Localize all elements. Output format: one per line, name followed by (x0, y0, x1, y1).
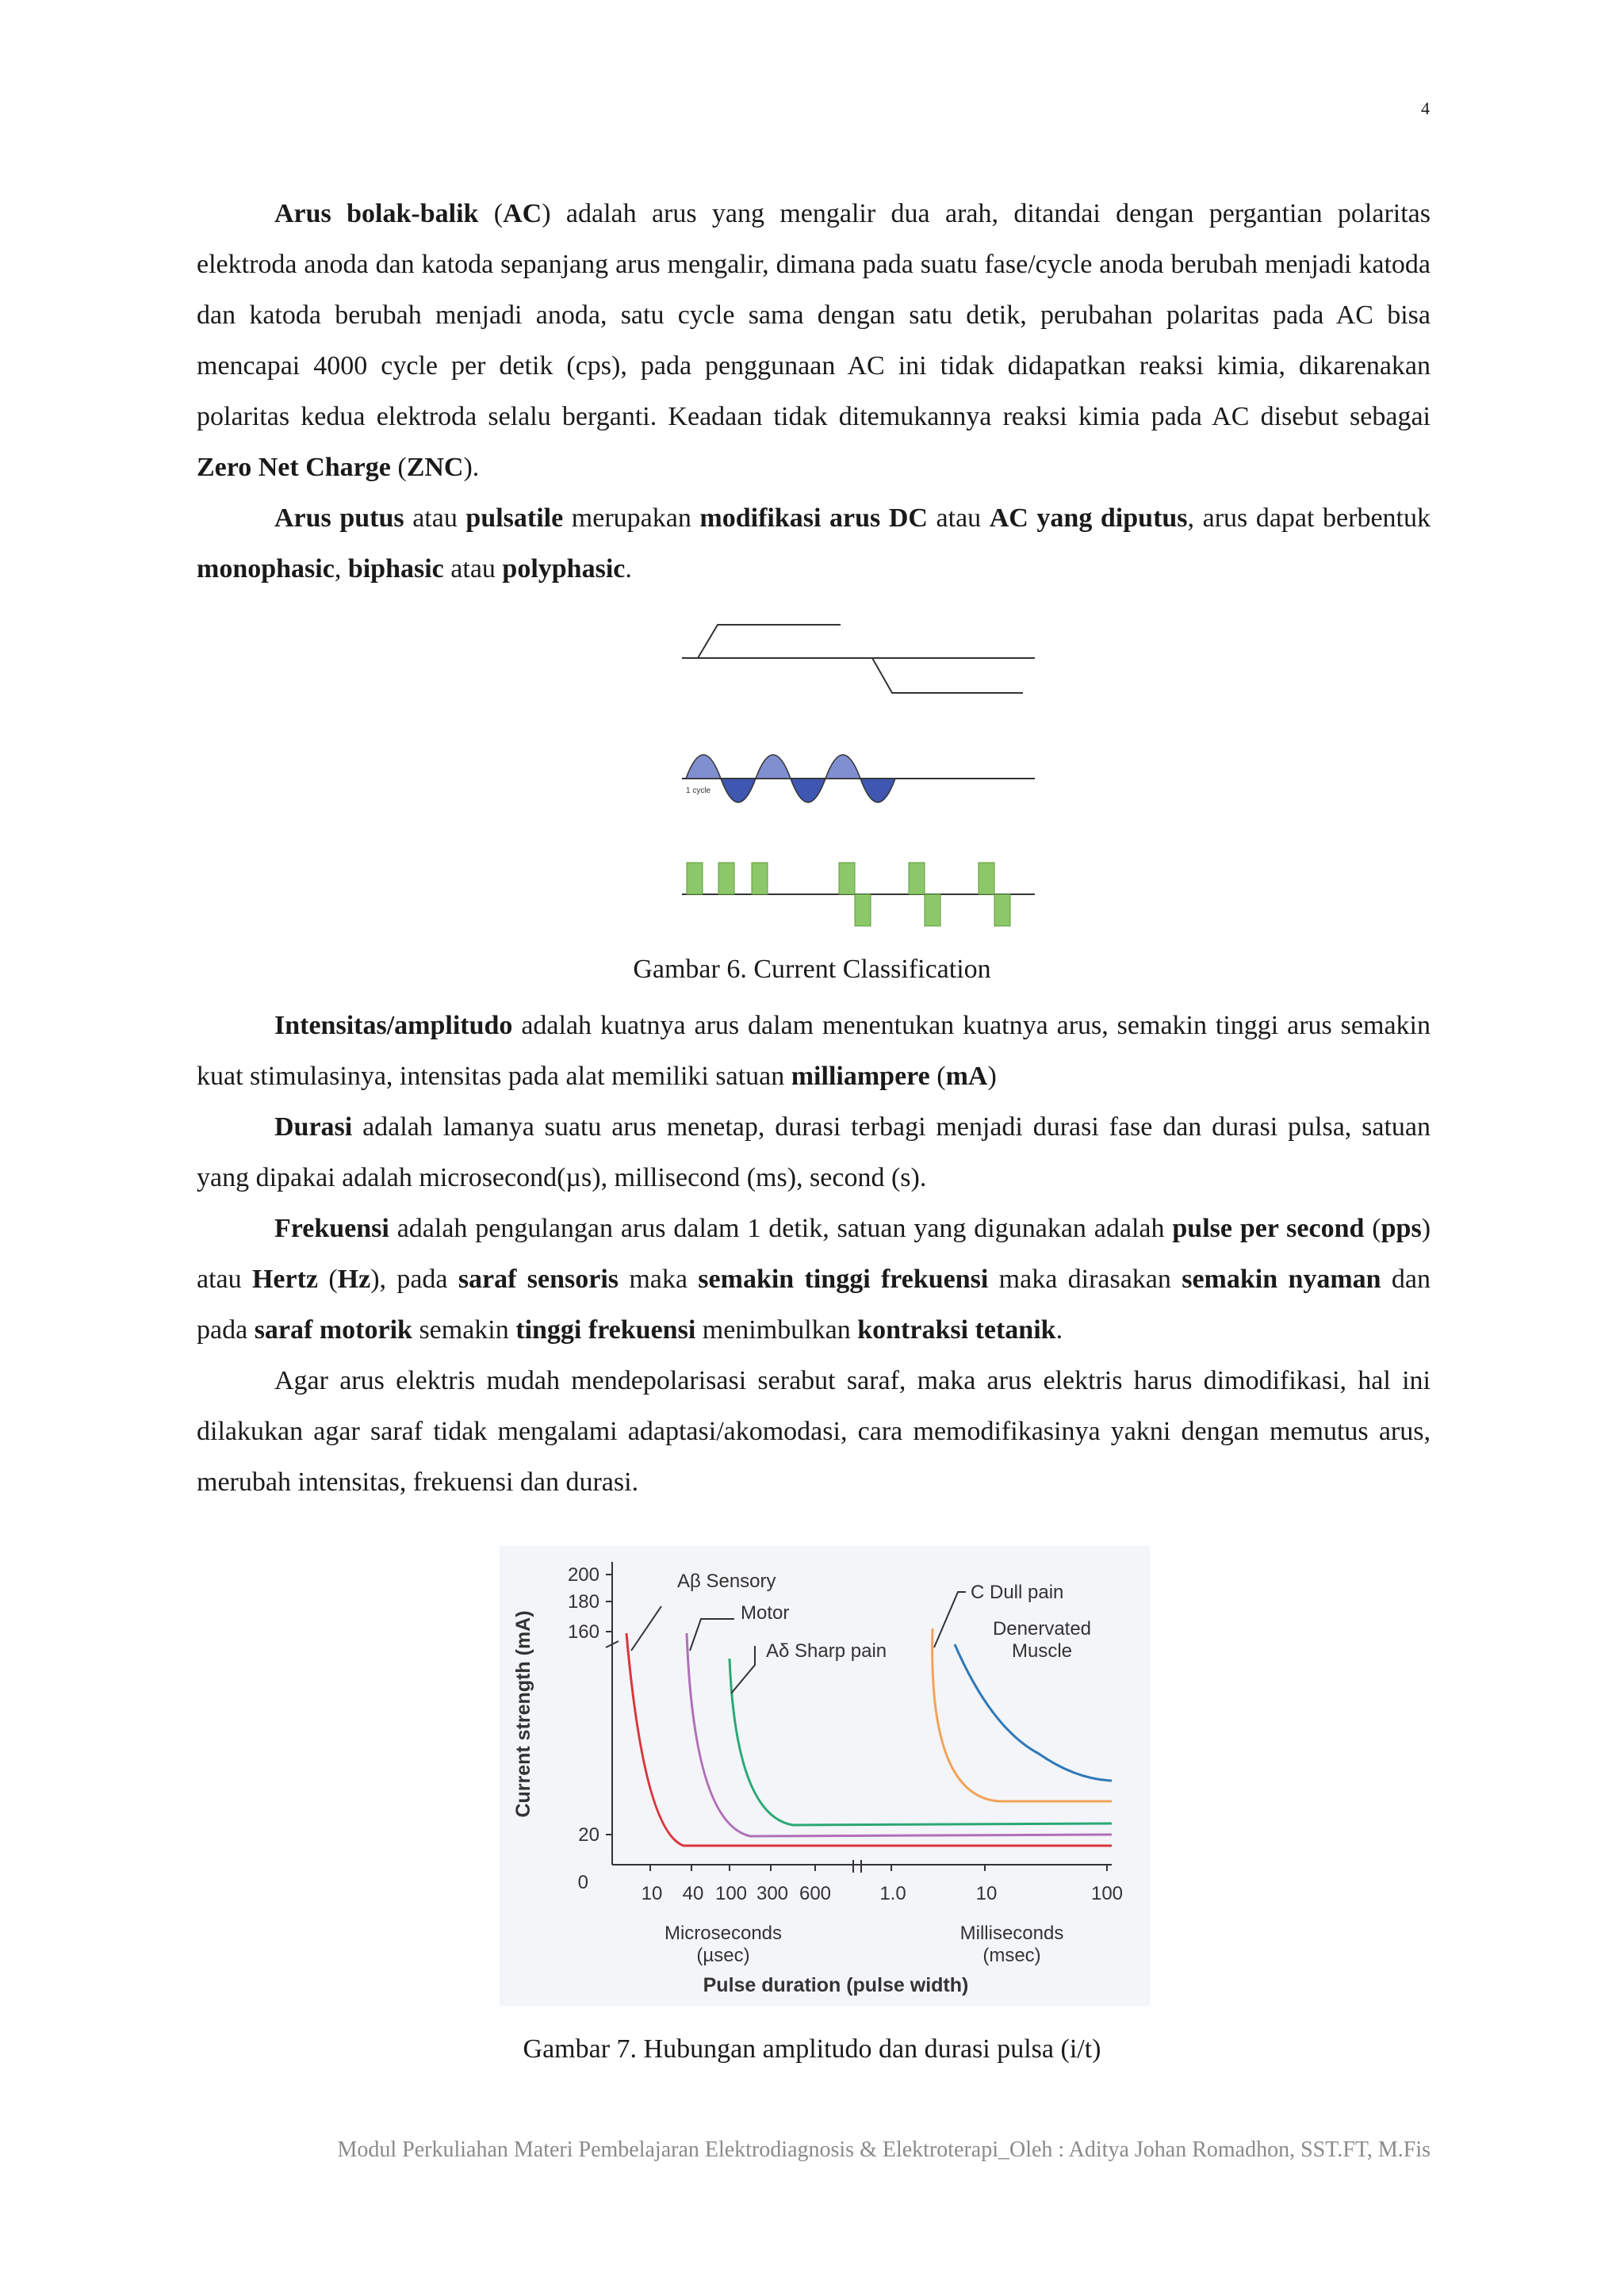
bold-term: saraf sensoris (458, 1265, 619, 1294)
text-run: ) adalah arus yang mengalir dua arah, ditandai dengan pergantian polaritas elektroda anoda dan katoda sepanjang arus mengalir, dimana pada suatu fase/cycle anoda berubah menjadi katoda dan katoda berubah menjadi anoda, satu cycle sama dengan satu detik, perubahan polaritas pada AC bisa mencapai 4000 cycle per detik (cps), pada penggunaan AC ini tidak didapatkan reaksi kimia, dikarenakan polaritas kedua elektroda selalu berganti. Keadaan tidak ditemukannya reaksi kimia pada AC disebut sebagai (197, 199, 1431, 431)
bold-term: saraf motorik (254, 1315, 412, 1345)
label-denervated-muscle: Muscle (1011, 1640, 1073, 1662)
text-run: adalah kuatnya arus dalam menentukan kuatnya arus, semakin tinggi arus semakin kuat stimulasinya, intensitas pada alat memiliki satuan (197, 1011, 1431, 1091)
paragraph-pulsatile (197, 493, 1431, 595)
text-run: ). (463, 453, 480, 482)
x-group-label: Microseconds (664, 1923, 783, 1944)
bold-term: Hz (337, 1265, 371, 1294)
page-number: 4 (1421, 98, 1430, 118)
bold-term: pulse per second (1172, 1214, 1365, 1243)
figure7-caption: Gambar 7. Hubungan amplitudo dan durasi pulsa (i/t) (523, 2034, 1101, 2064)
x-axis-label: Pulse duration (pulse width) (703, 1974, 969, 1996)
bold-term: semakin tinggi frekuensi (698, 1265, 989, 1294)
bold-term: Arus bolak-balik (274, 199, 479, 228)
text-run: atau (443, 554, 503, 584)
y-tick-label: 180 (567, 1591, 599, 1613)
label-motor: Motor (741, 1602, 790, 1624)
bold-term: kontraksi tetanik (857, 1315, 1056, 1345)
figure-strength-duration-chart (500, 1546, 1150, 2006)
cycle-label: 1 cycle (686, 786, 711, 795)
dc-waveform (682, 625, 1035, 693)
bold-term: Zero Net Charge (197, 453, 391, 482)
x-tick-label: 10 (975, 1883, 998, 1904)
ac-waveform (682, 755, 1035, 802)
paragraph-frekuensi (197, 1203, 1431, 1356)
text-run: ), pada (370, 1265, 458, 1294)
pulsed-waveform (682, 863, 1035, 926)
text-run: Agar arus elektris mudah mendepolarisasi serabut saraf, maka arus elektris harus dimodifikasi, hal ini dilakukan agar saraf tidak mengalami adaptasi/akomodasi, cara memodifikasinya yakni dengan memutus arus, merubah intensitas, frekuensi dan durasi. (197, 1366, 1431, 1497)
bold-term: Hertz (251, 1265, 318, 1294)
y-tick-label: 160 (567, 1621, 599, 1643)
x-tick-label: 600 (799, 1883, 832, 1904)
text-run: ( (1364, 1214, 1381, 1243)
x-tick-label: 40 (682, 1883, 704, 1904)
text-run: maka dirasakan (988, 1265, 1182, 1294)
bold-term: Intensitas/amplitudo (274, 1011, 513, 1040)
bold-term: AC yang diputus (989, 503, 1188, 533)
paragraph-ac (197, 189, 1431, 493)
bold-term: Arus putus (274, 503, 404, 533)
text-run: ( (478, 199, 504, 228)
paragraph-intensitas (197, 1001, 1431, 1102)
y-tick-label: 200 (567, 1564, 599, 1586)
text-run: ( (390, 453, 407, 482)
bold-term: biphasic (347, 554, 444, 584)
bold-term: Durasi (274, 1112, 353, 1142)
label-denervated: Denervated (992, 1618, 1092, 1640)
x-tick-label: 100 (714, 1883, 748, 1904)
y-axis-label: Current strength (mA) (512, 1610, 534, 1818)
figure6-caption: Gambar 6. Current Classification (633, 955, 991, 984)
bold-term: mA (945, 1062, 988, 1091)
text-run: ) atau (197, 1214, 1431, 1294)
label-sensory: Aβ Sensory (677, 1571, 776, 1592)
y-tick-label: 20 (578, 1824, 599, 1846)
bold-term: ZNC (406, 453, 464, 482)
label-sharp: Aδ Sharp pain (766, 1640, 887, 1662)
bold-term: tinggi frekuensi (515, 1315, 696, 1345)
bold-term: monophasic (197, 554, 335, 584)
text-run: menimbulkan (695, 1315, 858, 1345)
bold-term: milliampere (791, 1062, 930, 1091)
x-tick-label: 100 (1090, 1883, 1124, 1904)
footer: Modul Perkuliahan Materi Pembelajaran Elektrodiagnosis & Elektroterapi_Oleh : Aditya Johan Romadhon, SST.FT, M.Fis (337, 2137, 1431, 2162)
bold-term: semakin nyaman (1182, 1265, 1381, 1294)
bold-term: pulsatile (465, 503, 564, 533)
bold-term: modifikasi arus DC (699, 503, 928, 533)
x-tick-label: 10 (641, 1883, 663, 1904)
bold-term: pps (1381, 1214, 1422, 1243)
text-run: atau (927, 503, 990, 533)
text-run: dan pada (197, 1265, 1431, 1345)
y-tick-label: 0 (577, 1872, 588, 1893)
text-run: . (625, 554, 632, 584)
x-tick-label: 1.0 (879, 1883, 906, 1904)
text-run: ( (318, 1265, 338, 1294)
x-group-unit: (µsec) (696, 1945, 750, 1966)
bold-term: Frekuensi (274, 1214, 389, 1243)
paragraph-durasi (197, 1102, 1431, 1203)
figure-current-classification (674, 612, 1039, 937)
x-tick-label: 300 (756, 1883, 789, 1904)
text-run: adalah pengulangan arus dalam 1 detik, satuan yang digunakan adalah (389, 1214, 1173, 1243)
text-run: , (334, 554, 348, 584)
text-run: . (1055, 1315, 1063, 1345)
text-run: atau (404, 503, 466, 533)
text-run: maka (619, 1265, 699, 1294)
x-group-unit: (msec) (982, 1945, 1041, 1966)
bold-term: polyphasic (502, 554, 626, 584)
label-dull: C Dull pain (971, 1582, 1064, 1603)
text-run: adalah lamanya suatu arus menetap, durasi terbagi menjadi durasi fase dan durasi pulsa, satuan yang dipakai adalah microsecond(µs), millisecond (ms), second (s). (197, 1112, 1431, 1192)
text-run: ( (929, 1062, 946, 1091)
paragraph-agar (197, 1356, 1431, 1508)
text-run: ) (987, 1062, 997, 1091)
bold-term: AC (503, 199, 542, 228)
text-run: , arus dapat berbentuk (1187, 503, 1431, 533)
x-group-label: Milliseconds (959, 1923, 1064, 1944)
text-run: merupakan (563, 503, 700, 533)
text-run: semakin (412, 1315, 516, 1345)
